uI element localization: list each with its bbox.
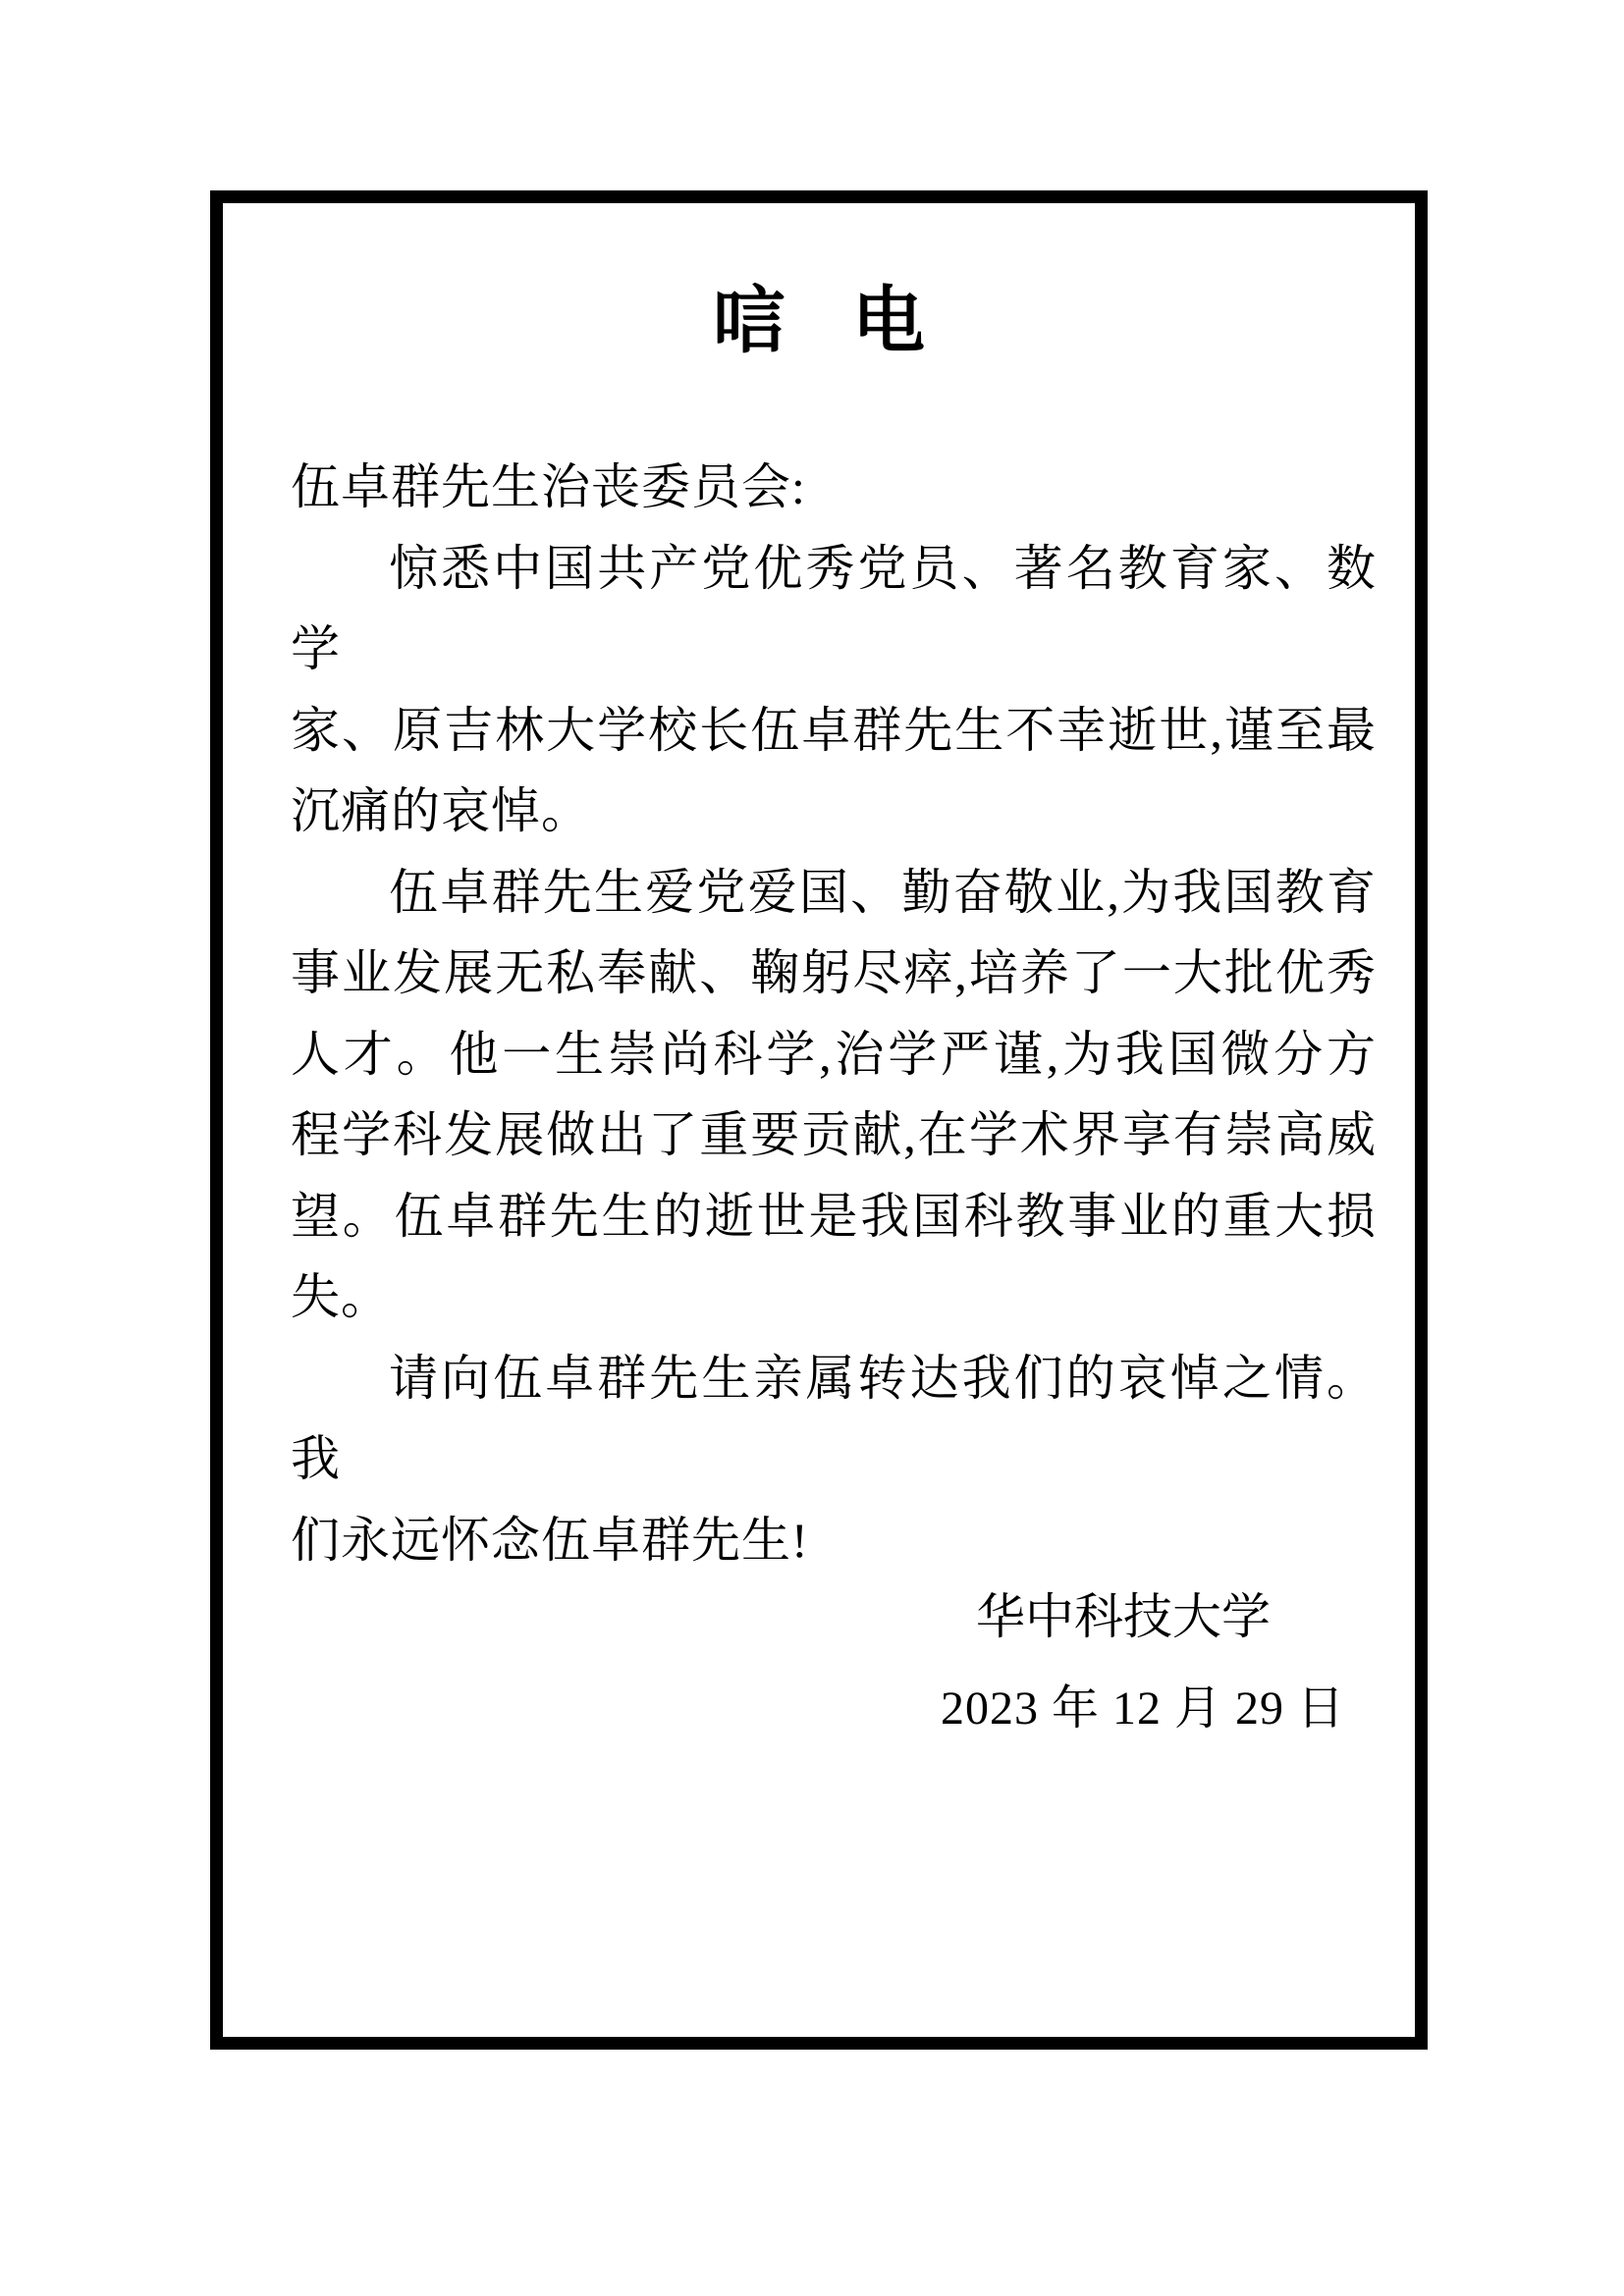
body-line: 家、原吉林大学校长伍卓群先生不幸逝世,谨至最: [291, 702, 1377, 758]
body-line: 人才。他一生崇尚科学,治学严谨,为我国微分方: [291, 1026, 1377, 1082]
body-line: 失。: [291, 1269, 391, 1324]
signature-org: 华中科技大学: [976, 1589, 1271, 1644]
document-body: [291, 447, 1377, 1580]
body-line: 惊悉中国共产党优秀党员、著名教育家、数学: [291, 540, 1377, 676]
body-line: 请向伍卓群先生亲属转达我们的哀悼之情。我: [291, 1350, 1377, 1486]
body-line: 沉痛的哀悼。: [291, 783, 591, 838]
body-line: 伍卓群先生爱党爱国、勤奋敬业,为我国教育: [389, 864, 1377, 920]
body-line: 们永远怀念伍卓群先生!: [291, 1512, 809, 1568]
document-title-text: 唁电: [713, 282, 992, 362]
signature-date: 2023 年 12 月 29 日: [941, 1682, 1346, 1735]
body-line: 望。伍卓群先生的逝世是我国科教事业的重大损: [291, 1188, 1377, 1244]
body-line: 程学科发展做出了重要贡献,在学术界享有崇高威: [291, 1107, 1377, 1162]
salutation-line: 伍卓群先生治丧委员会:: [291, 459, 806, 514]
document-title: [210, 278, 1428, 366]
body-line: 事业发展无私奉献、鞠躬尽瘁,培养了一大批优秀: [291, 945, 1377, 1000]
